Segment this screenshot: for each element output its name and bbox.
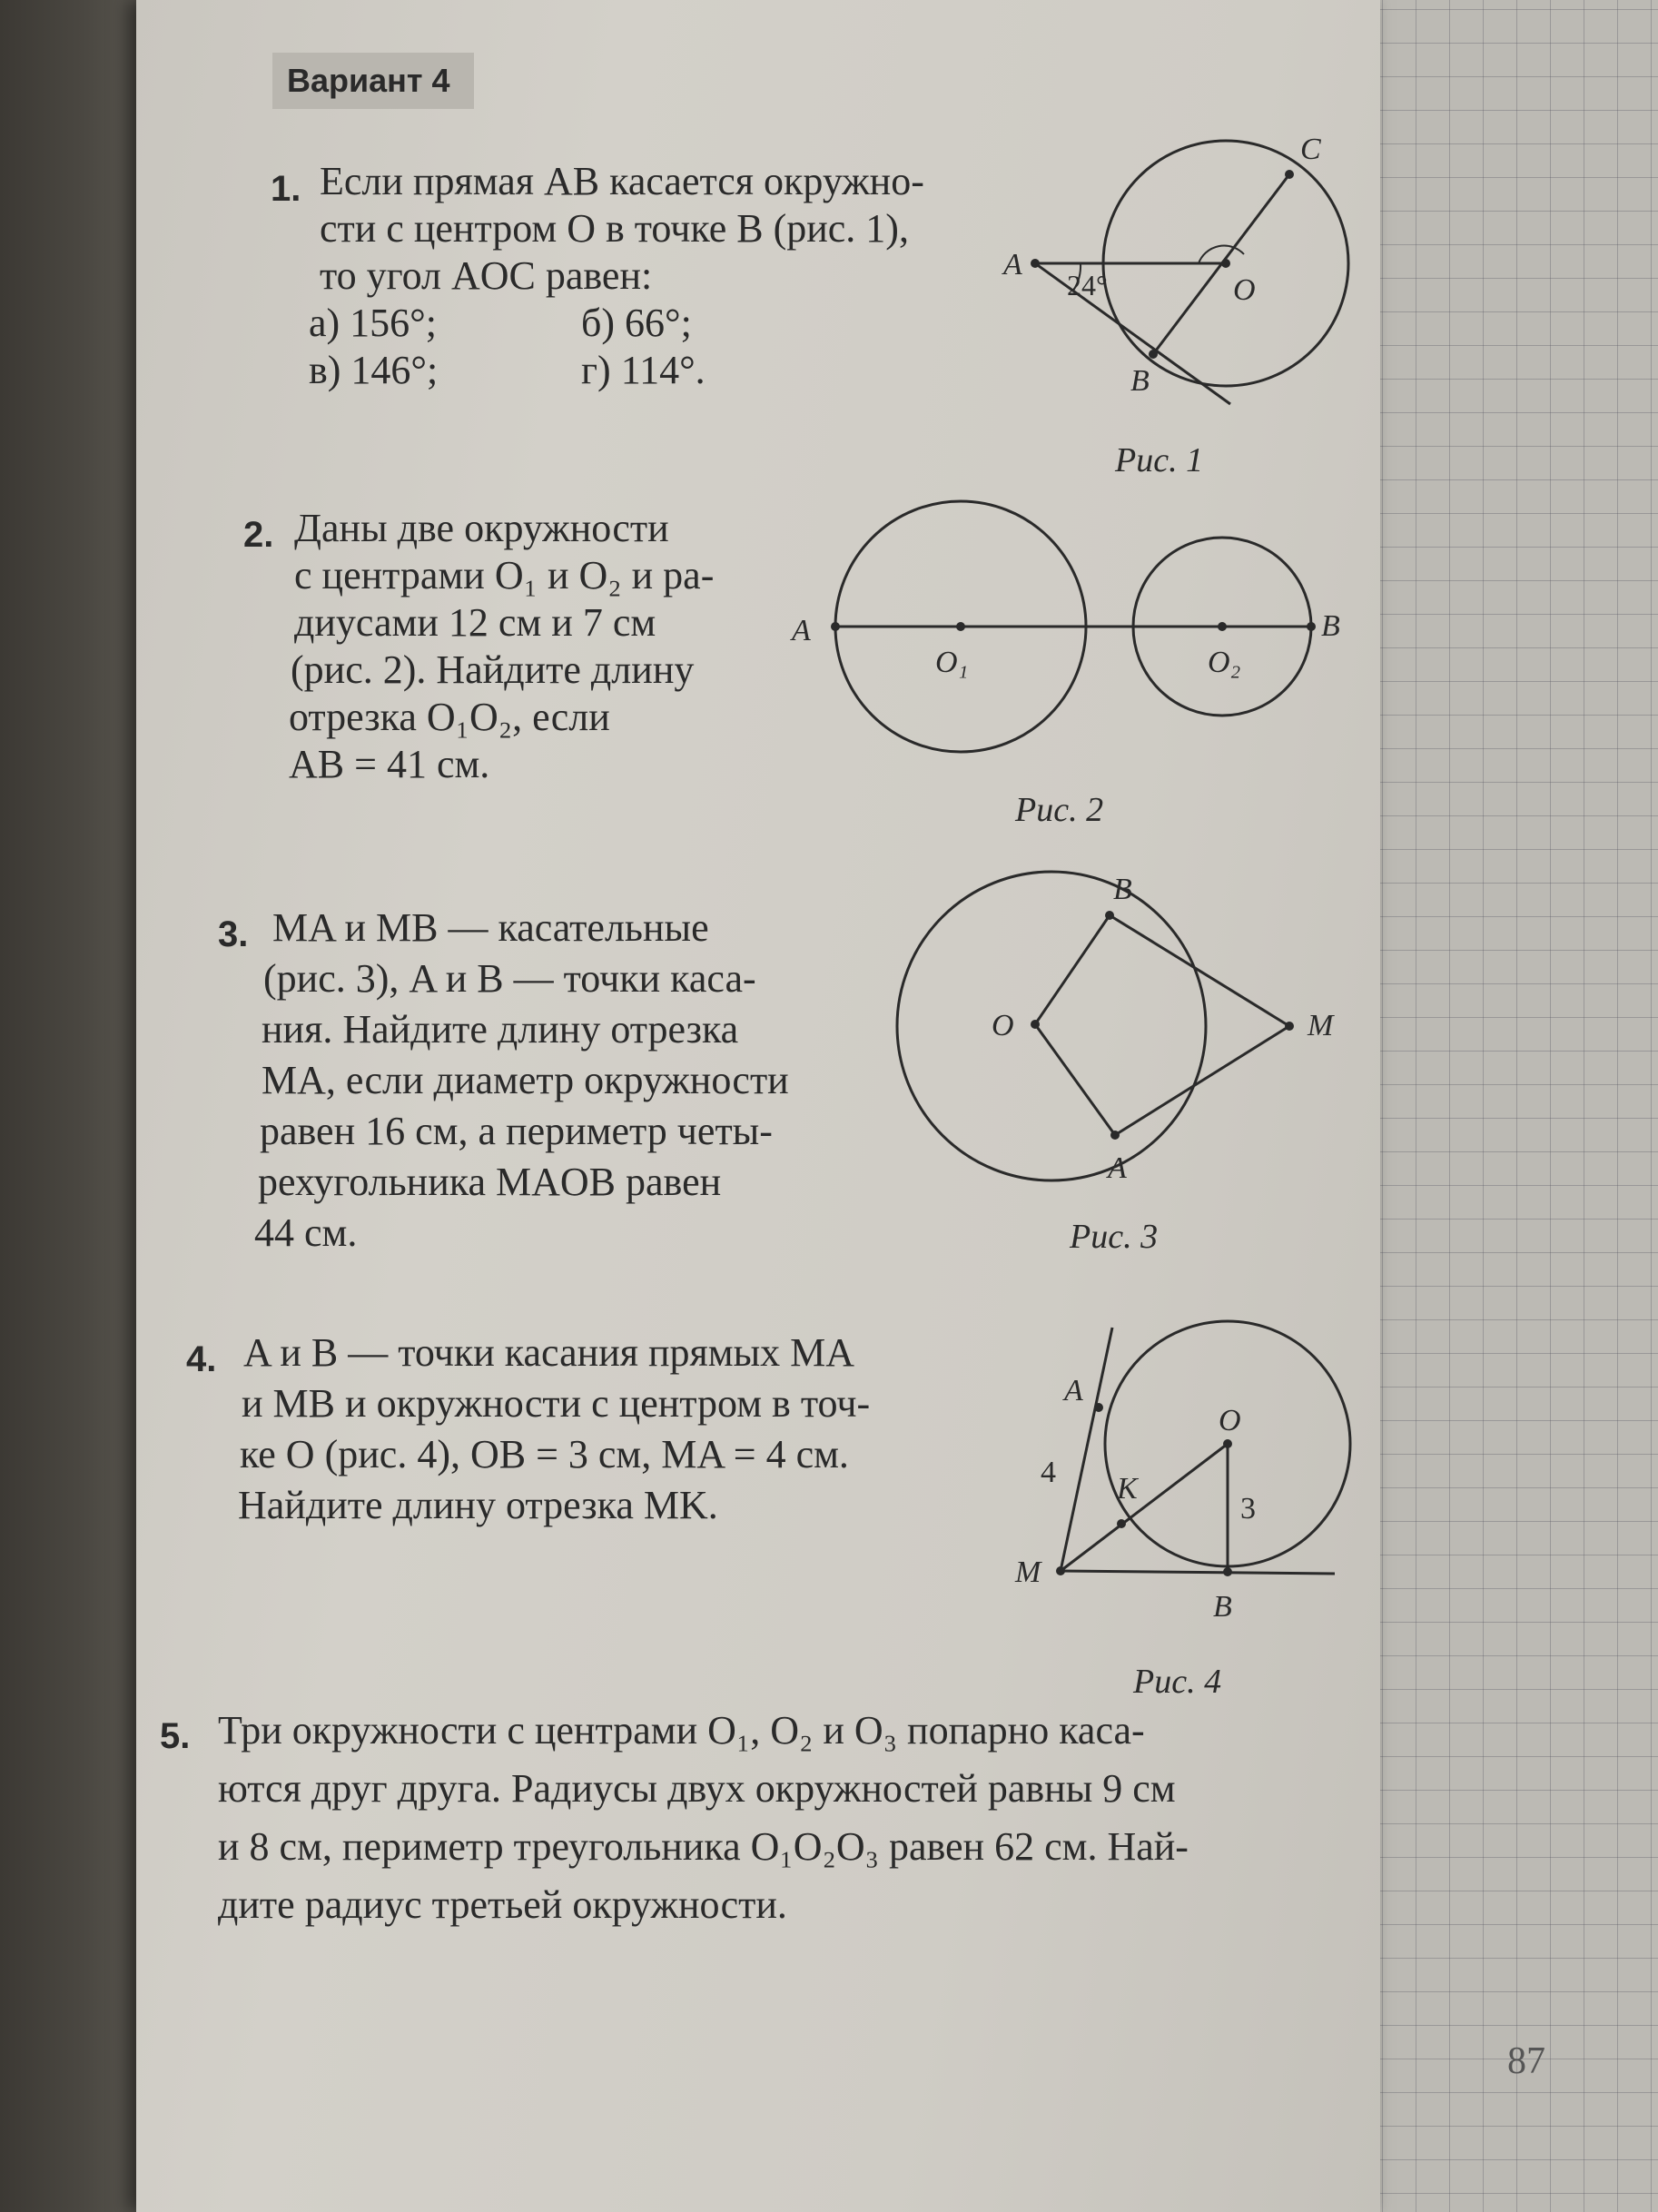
label-a: A xyxy=(1108,1151,1127,1185)
answer-option: б) 66°; xyxy=(581,301,692,345)
point-o1 xyxy=(956,622,965,631)
segment-oa xyxy=(1035,1024,1115,1135)
figure-caption: Рис. 2 xyxy=(1015,791,1104,829)
point-a xyxy=(1094,1403,1103,1412)
problem-line: и 8 см, периметр треугольника O₁O₂O₃ равен 62 см. Най- xyxy=(218,1824,1189,1869)
problem-number: 3. xyxy=(218,914,249,954)
angle-label: 24° xyxy=(1067,269,1108,301)
grid-paper-sheet xyxy=(1371,0,1658,2212)
answer-option: г) 114°. xyxy=(581,348,706,392)
problem-line: Даны две окружности xyxy=(294,506,669,550)
variant-title: Вариант 4 xyxy=(272,53,474,109)
problem-line: сти с центром O в точке B (рис. 1), xyxy=(320,206,909,251)
label-a: A xyxy=(1003,248,1022,281)
problem-line: рехугольника MAOB равен xyxy=(258,1160,722,1204)
problem-line: ке O (рис. 4), OB = 3 см, MA = 4 см. xyxy=(240,1432,849,1476)
problem-line: то угол AOC равен: xyxy=(320,253,653,298)
point-a xyxy=(831,622,840,631)
figure-1 xyxy=(981,118,1362,418)
answer-option: а) 156°; xyxy=(309,301,438,345)
figure-3 xyxy=(890,872,1362,1199)
point-k xyxy=(1117,1519,1126,1528)
point-m xyxy=(1285,1022,1294,1031)
problem-line: A и B — точки касания прямых MA xyxy=(243,1330,855,1375)
label-o2: O₂ xyxy=(1208,646,1241,679)
problem-number: 1. xyxy=(271,169,301,209)
tangent-mb xyxy=(1061,1571,1335,1574)
problem-line: Найдите длину отрезка MK. xyxy=(238,1483,718,1527)
point-b xyxy=(1223,1567,1232,1576)
label-ob-length: 3 xyxy=(1240,1492,1256,1526)
problem-line: ния. Найдите длину отрезка xyxy=(262,1007,739,1052)
label-b: B xyxy=(1113,873,1132,906)
problem-line: отрезка O₁O₂, если xyxy=(289,695,610,739)
angle-arc-o xyxy=(1199,246,1244,263)
point-c xyxy=(1285,170,1294,179)
problem-line: Три окружности с центрами O₁, O₂ и O₃ попарно каса- xyxy=(218,1708,1145,1753)
answer-option: в) 146°; xyxy=(309,348,439,392)
point-b xyxy=(1105,911,1114,920)
problem-line: дите радиус третьей окружности. xyxy=(218,1882,787,1927)
label-ma-length: 4 xyxy=(1041,1456,1056,1489)
point-o xyxy=(1221,259,1230,268)
point-b xyxy=(1149,350,1158,359)
label-b: B xyxy=(1130,364,1150,398)
problem-line: с центрами O₁ и O₂ и ра- xyxy=(294,553,715,597)
label-m: M xyxy=(1015,1555,1041,1589)
label-b: B xyxy=(1321,609,1340,643)
problem-line: (рис. 2). Найдите длину xyxy=(291,647,695,692)
label-o: O xyxy=(1233,273,1256,307)
point-b xyxy=(1307,622,1316,631)
problem-line: AB = 41 см. xyxy=(289,742,490,786)
point-a xyxy=(1110,1131,1120,1140)
problem-number: 5. xyxy=(160,1716,191,1756)
problem-line: Если прямая AB касается окружно- xyxy=(320,159,924,203)
figure-caption: Рис. 1 xyxy=(1115,441,1204,479)
label-a: A xyxy=(792,614,811,647)
segment-ob xyxy=(1035,915,1110,1024)
point-o2 xyxy=(1218,622,1227,631)
problem-line: диусами 12 см и 7 см xyxy=(294,600,656,645)
point-m xyxy=(1056,1566,1065,1575)
problem-line: MA и MB — касательные xyxy=(272,905,709,950)
label-o1: O₁ xyxy=(935,646,969,679)
tangent-mb xyxy=(1110,915,1289,1026)
label-k: K xyxy=(1117,1472,1138,1506)
circle xyxy=(897,872,1206,1180)
problem-line: ются друг друга. Радиусы двух окружностей равны 9 см xyxy=(218,1766,1176,1811)
figure-2 xyxy=(781,499,1362,763)
tangent-ma xyxy=(1115,1026,1289,1135)
segment-mo xyxy=(1061,1444,1228,1571)
page-number: 87 xyxy=(1507,2040,1545,2082)
problem-line: (рис. 3), A и B — точки каса- xyxy=(263,956,756,1001)
figure-caption: Рис. 4 xyxy=(1133,1663,1222,1701)
point-o xyxy=(1223,1439,1232,1448)
problem-line: и MB и окружности с центром в точ- xyxy=(242,1381,871,1426)
book-spine-shadow xyxy=(0,0,150,2212)
problem-line: MA, если диаметр окружности xyxy=(262,1058,789,1102)
point-a xyxy=(1031,259,1040,268)
label-b: B xyxy=(1213,1590,1232,1624)
problem-number: 4. xyxy=(186,1339,217,1379)
figure-caption: Рис. 3 xyxy=(1070,1218,1159,1256)
problem-line: 44 см. xyxy=(254,1210,358,1255)
point-o xyxy=(1031,1020,1040,1029)
label-a: A xyxy=(1064,1374,1083,1407)
label-o: O xyxy=(992,1009,1014,1042)
problem-number: 2. xyxy=(243,515,274,555)
label-o: O xyxy=(1219,1404,1241,1437)
figure-4 xyxy=(1008,1317,1362,1625)
label-m: M xyxy=(1308,1009,1334,1042)
label-c: C xyxy=(1300,133,1321,166)
problem-line: равен 16 см, а периметр четы- xyxy=(260,1109,773,1153)
